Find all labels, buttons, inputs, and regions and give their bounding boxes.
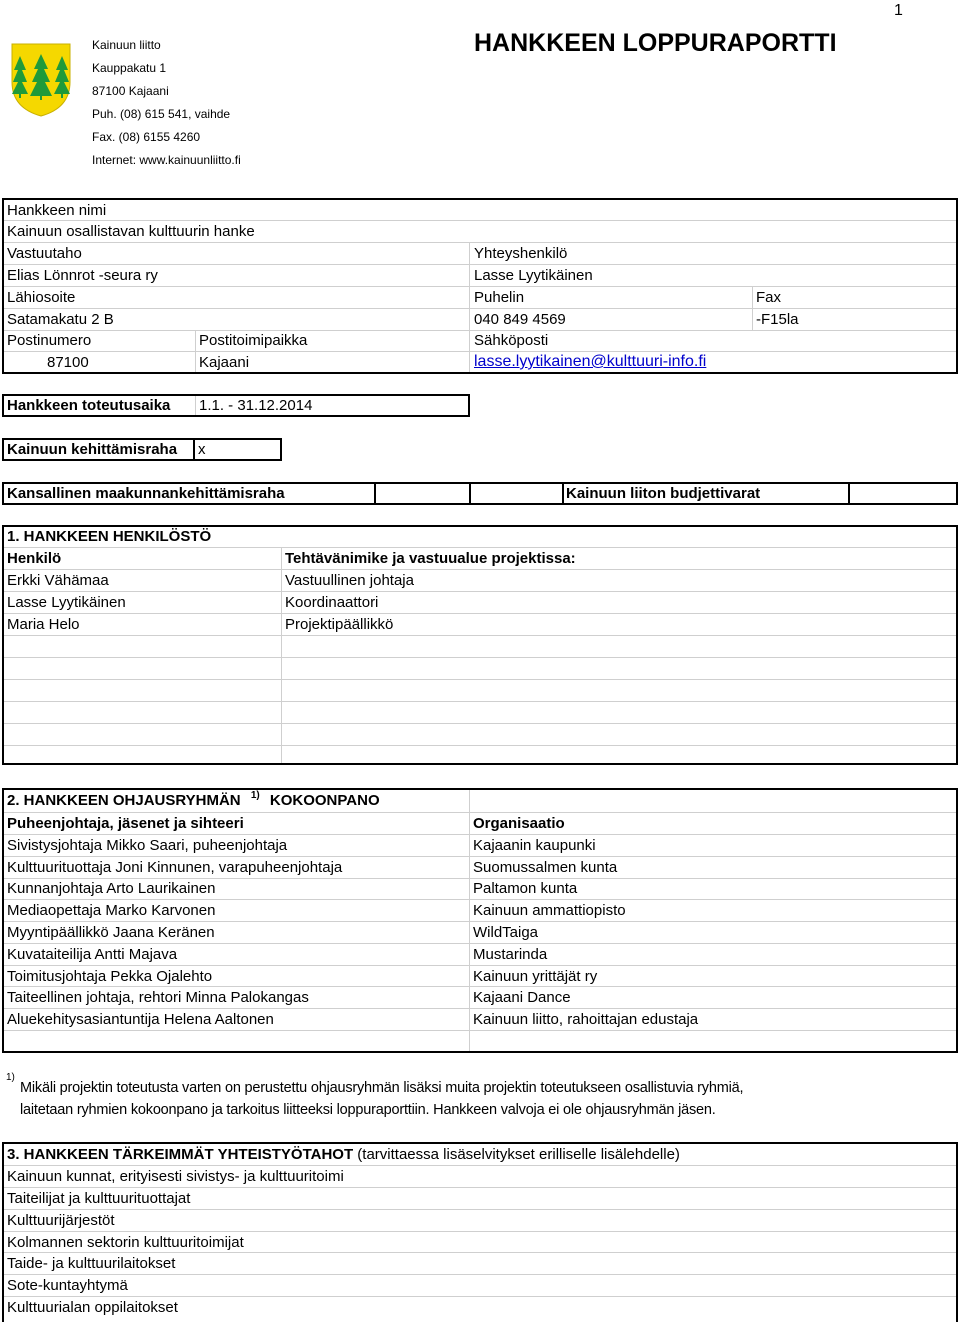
postcode-value: 87100 [47,354,89,371]
steering-org: Kainuun ammattiopisto [473,902,626,919]
org-postal: 87100 Kajaani [92,84,169,98]
staff-role: Koordinaattori [285,594,379,611]
partner-item: Sote-kuntayhtymä [7,1277,128,1294]
org-website: Internet: www.kainuunliitto.fi [92,153,241,167]
kehittamisraha-label: Kainuun kehittämisraha [7,441,178,458]
partner-item: Taide- ja kulttuurilaitokset [7,1255,176,1272]
steering-member: Aluekehitysasiantuntija Helena Aaltonen [7,1011,274,1028]
steering-member: Kulttuurituottaja Joni Kinnunen, varapuheenjohtaja [7,859,343,876]
steering-member: Sivistysjohtaja Mikko Saari, puheenjohtaja [7,837,288,854]
steering-col-org: Organisaatio [473,815,565,832]
org-street: Kauppakatu 1 [92,61,167,75]
staff-role: Vastuullinen johtaja [285,572,414,589]
staff-title: 1. HANKKEEN HENKILÖSTÖ [7,528,212,545]
steering-org: Kajaanin kaupunki [473,837,596,854]
staff-person: Lasse Lyytikäinen [7,594,126,611]
footnote-mark: 1) [6,1072,15,1083]
steering-title: 2. HANKKEEN OHJAUSRYHMÄN $^{1)}$ KOKOONPANO [7,790,380,809]
address-value: Satamakatu 2 B [7,311,114,328]
partner-item: Kulttuurialan oppilaitokset [7,1299,178,1316]
steering-org: WildTaiga [473,924,539,941]
steering-member: Kuvataiteilija Antti Majava [7,946,178,963]
partners-title: 3. HANKKEEN TÄRKEIMMÄT YHTEISTYÖTAHOT (tarvittaessa lisäselvitykset erilliselle lisälehdelle) [7,1146,680,1163]
contact-person-value: Lasse Lyytikäinen [474,267,593,284]
phone-label: Puhelin [474,289,525,306]
staff-person: Erkki Vähämaa [7,572,109,589]
steering-org: Kajaani Dance [473,989,571,1006]
city-label: Postitoimipaikka [199,332,308,349]
steering-member: Mediaopettaja Marko Karvonen [7,902,216,919]
report-title: HANKKEEN LOPPURAPORTTI [474,29,837,57]
project-name-value: Kainuun osallistavan kulttuurin hanke [7,223,255,240]
footnote-line-1: Mikäli projektin toteutusta varten on perustettu ohjausryhmän lisäksi muita projektin toteutukseen osallistuvia ryhmiä, [20,1080,744,1096]
steering-org: Suomussalmen kunta [473,859,618,876]
steering-member: Taiteellinen johtaja, rehtori Minna Palokangas [7,989,309,1006]
staff-col-role: Tehtävänimike ja vastuualue projektissa: [285,550,576,567]
steering-org: Mustarinda [473,946,548,963]
steering-member: Kunnanjohtaja Arto Laurikainen [7,880,216,897]
steering-org: Kainuun yrittäjät ry [473,968,598,985]
kansallinen-label: Kansallinen maakunnankehittämisraha [7,485,285,502]
phone-value: 040 849 4569 [474,311,566,328]
steering-org: Kainuun liitto, rahoittajan edustaja [473,1011,699,1028]
steering-member: Toimitusjohtaja Pekka Ojalehto [7,968,213,985]
org-name: Kainuun liitto [92,38,161,52]
steering-org: Paltamon kunta [473,880,578,897]
address-label: Lähiosoite [7,289,76,306]
footnote-line-2: laitetaan ryhmien kokoonpano ja tarkoitus liitteeksi loppuraporttiin. Hankkeen valvoja ei ole ohjausryhmän jäsen. [20,1102,716,1118]
email-link[interactable]: lasse.lyytikainen@kulttuuri-info.fi [474,353,707,370]
staff-col-person: Henkilö [7,550,62,567]
period-value: 1.1. - 31.12.2014 [199,397,313,414]
staff-person: Maria Helo [7,616,80,633]
email-label: Sähköposti [474,332,549,349]
period-label: Hankkeen toteutusaika [7,397,171,414]
responsible-org-value: Elias Lönnrot -seura ry [7,267,158,284]
city-value: Kajaani [199,354,250,371]
kainuu-coat-of-arms-logo [10,42,72,118]
fax-label: Fax [756,289,782,306]
contact-person-label: Yhteyshenkilö [474,245,568,262]
staff-role: Projektipäällikkö [285,616,394,633]
kehittamisraha-mark[interactable]: x [198,441,206,458]
partner-item: Taiteilijat ja kulttuurituottajat [7,1190,191,1207]
responsible-org-label: Vastuutaho [7,245,82,262]
budjetti-label: Kainuun liiton budjettivarat [566,485,761,502]
steering-col-member: Puheenjohtaja, jäsenet ja sihteeri [7,815,244,832]
org-fax: Fax. (08) 6155 4260 [92,130,201,144]
partner-item: Kainuun kunnat, erityisesti sivistys- ja kulttuuritoimi [7,1168,344,1185]
fax-value: -F15la [756,311,799,328]
postcode-label: Postinumero [7,332,92,349]
page-number: 1 [894,2,903,19]
project-name-label: Hankkeen nimi [7,202,107,219]
steering-member: Myyntipäällikkö Jaana Keränen [7,924,215,941]
partner-item: Kolmannen sektorin kulttuuritoimijat [7,1234,244,1251]
org-phone: Puh. (08) 615 541, vaihde [92,107,231,121]
partner-item: Kulttuurijärjestöt [7,1212,115,1229]
